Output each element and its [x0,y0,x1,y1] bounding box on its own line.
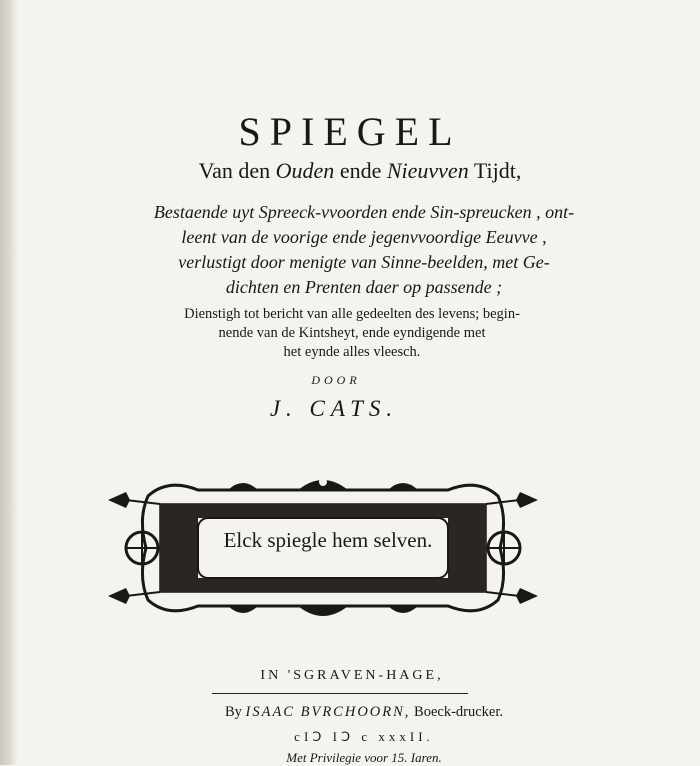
imprint-printer [14,704,700,721]
imprint-rule [212,693,468,694]
author-name: J. CATS. [269,396,399,421]
page-title: SPIEGEL [238,109,462,154]
subtitle-part: Ouden [275,158,335,183]
imprint-year: cIↃ IↃ c xxxII. [294,729,434,744]
subtitle-part: Nieuvven [386,158,469,183]
printer-prefix: By [224,704,242,720]
description-line: Bestaende uyt Spreeck-vvoorden ende Sin-spreucken , ont- [153,202,575,222]
description-plain [2,305,700,362]
imprint-privilege: Met Privilegie voor 15. Iaren. [286,750,442,765]
printer-name: ISAAC BVRCHOORN, [245,704,411,720]
description-italic [14,200,700,300]
subtitle-part: ende [339,158,382,183]
imprint-place: IN 'SGRAVEN-HAGE, [260,668,444,683]
description-line: dichten en Prenten daer op passende ; [225,277,503,297]
motto-text: Elck spiegle hem selven. [223,528,433,552]
printer-suffix: Boeck-drucker. [414,704,504,720]
subtitle-part: Van den [198,158,271,183]
subtitle [10,158,700,184]
door-label: DOOR [311,373,361,387]
description-line: leent van de voorige ende jegenvvoordige Eeuvve , [181,227,547,247]
description-line: Dienstigh tot bericht van alle gedeelten des levens; begin- [184,306,520,322]
subtitle-part: Tijdt, [473,158,522,183]
description-line: het eynde alles vleesch. [283,344,421,360]
description-line: verlustigt door menigte van Sinne-beelden, met Ge- [178,252,550,272]
description-line: nende van de Kintsheyt, ende eyndigende met [218,325,486,341]
